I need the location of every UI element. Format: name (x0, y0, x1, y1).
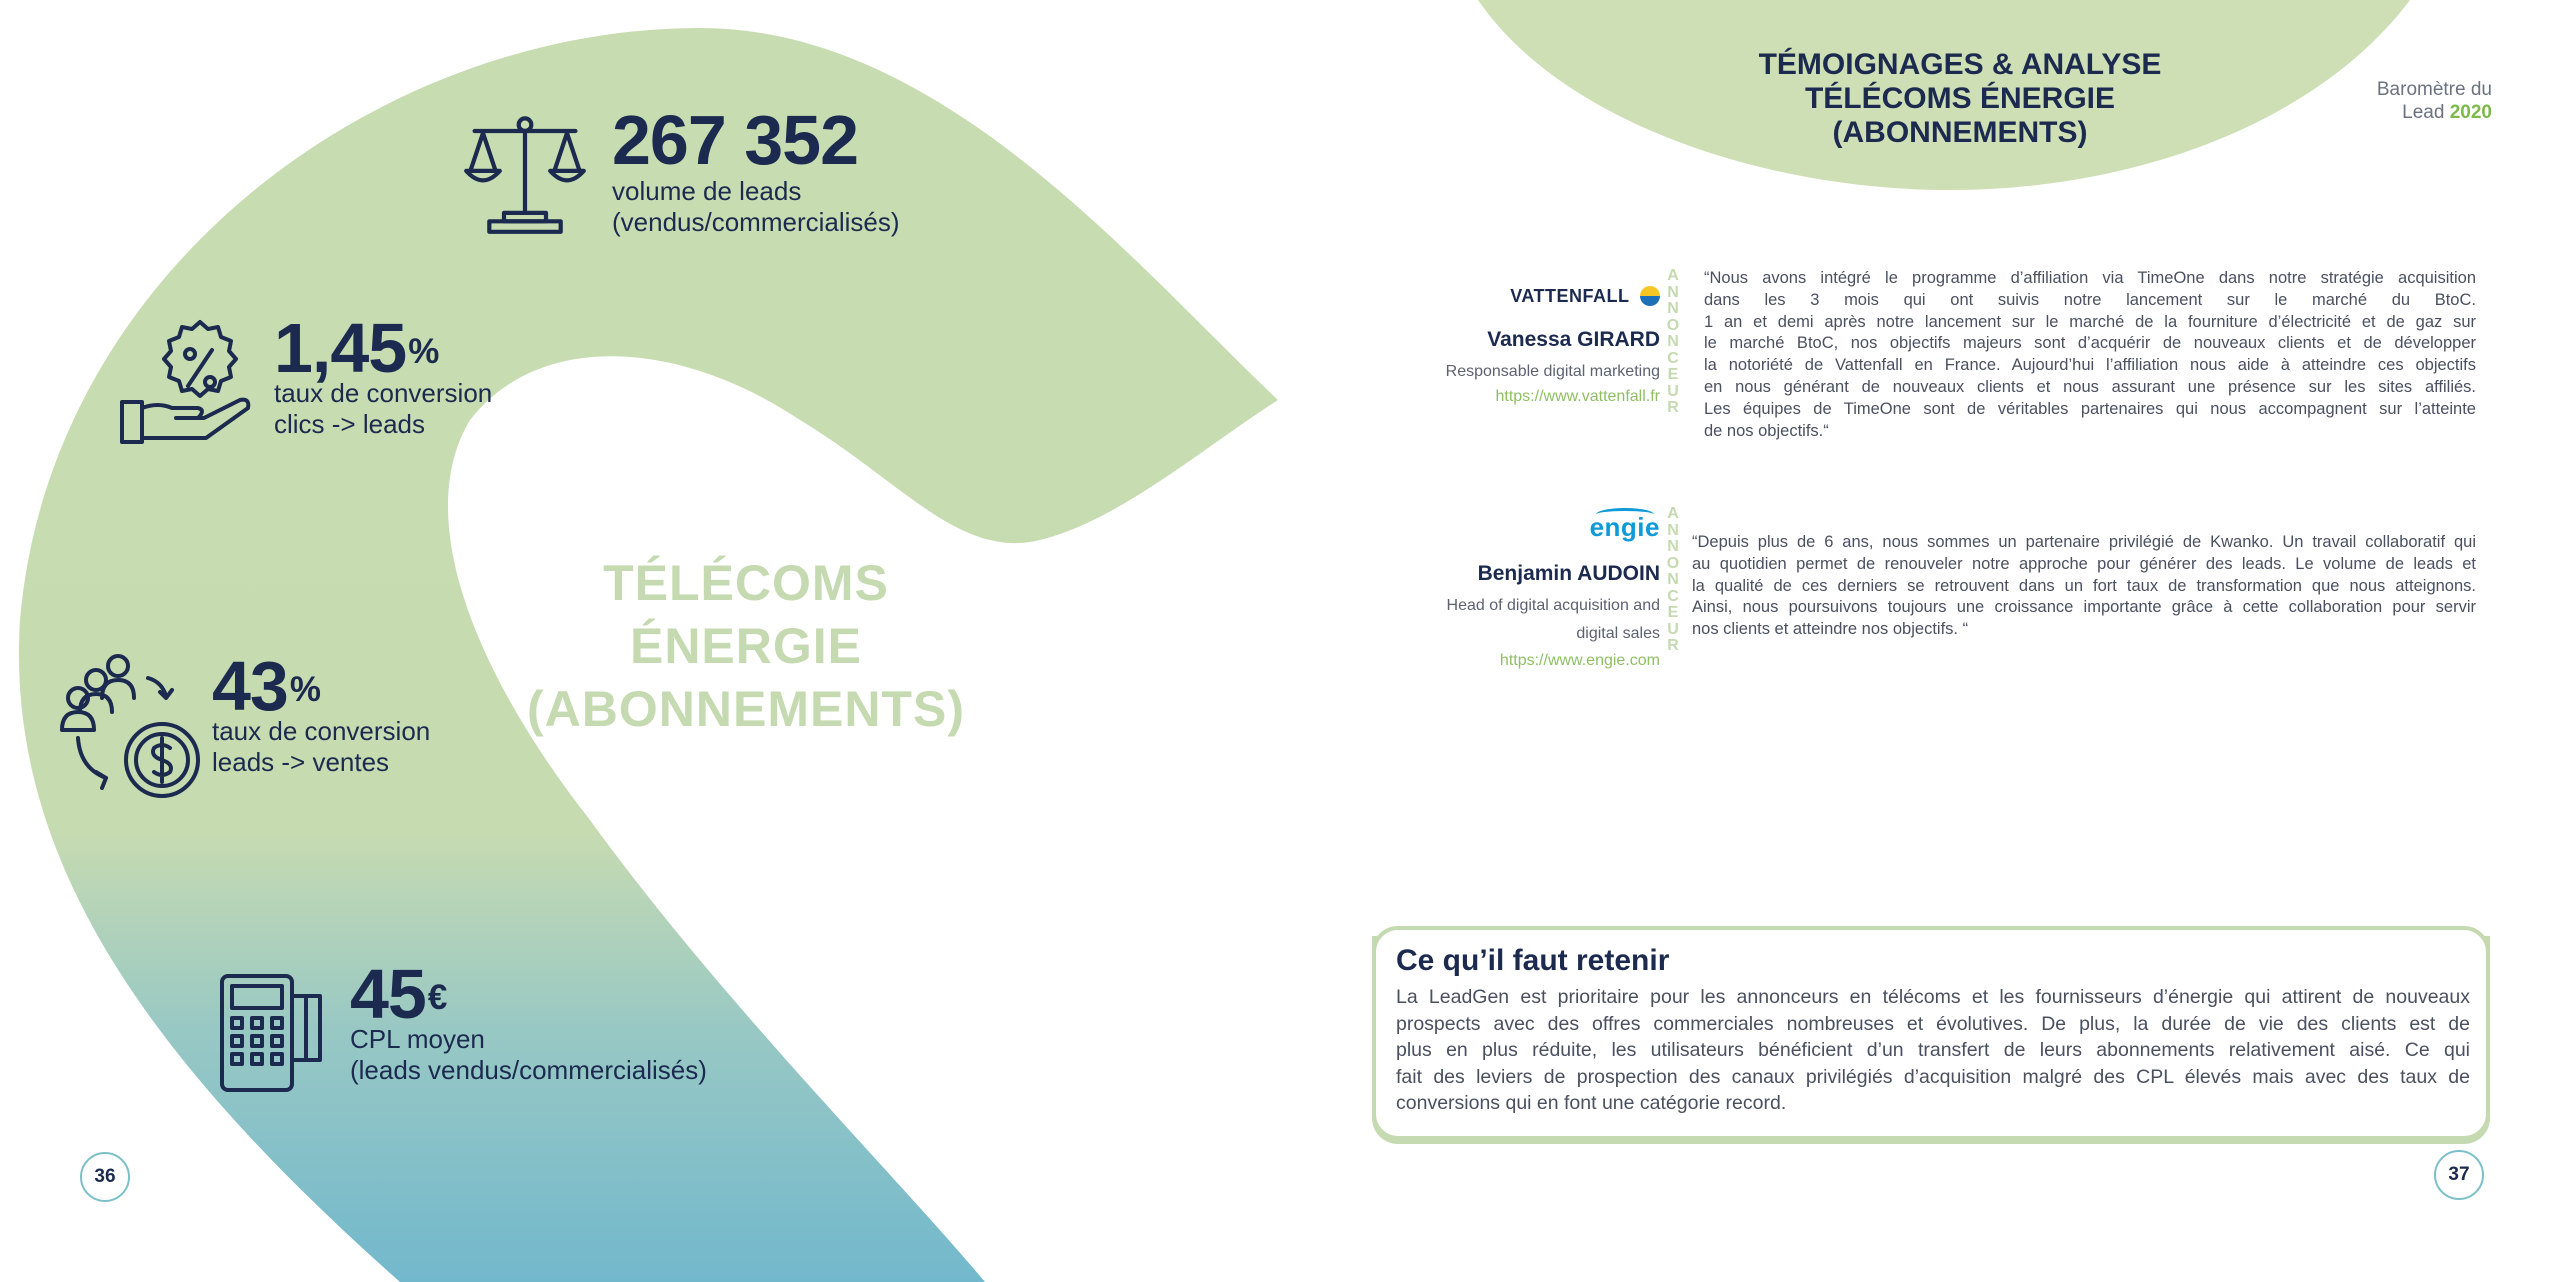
vertical-letter: N (1667, 333, 1679, 350)
testimonial-url[interactable]: https://www.engie.com (1499, 652, 1660, 669)
testimonial-role: Responsable digital marketing (1445, 363, 1660, 380)
text-line: la notoriété de Vattenfall en France. Aujourd’hui l’affiliation nous aide à atteindre ces objectifs (1704, 356, 2476, 375)
text-line: “Nous avons intégré le programme d’affiliation via TimeOne dans notre stratégie acquisition (1704, 269, 2476, 287)
barometre-label: Baromètre du Lead 2020 (2376, 79, 2492, 123)
vattenfall-sun-icon (1640, 286, 1660, 306)
text-line: fait des leviers de prospection des canaux privilégiés d’acquisition malgré des CPL élevés mais avec des taux de (1396, 1065, 2470, 1088)
retenir-text (1396, 984, 2470, 1117)
vertical-letter: N (1667, 571, 1679, 588)
text-line: la qualité de ces derniers se retrouvent dans un fort taux de transformation que nous atteignons. (1692, 576, 2476, 595)
vertical-letter: C (1667, 349, 1679, 367)
text-line: prospects avec des offres commerciales nombreuses et évolutives. De plus, la durée de vie des clients est de (1396, 1012, 2470, 1035)
text-line: Les équipes de TimeOne sont de véritables partenaires qui nous accompagnent sur l’atteinte (1704, 399, 2476, 418)
vertical-letter: N (1667, 283, 1679, 301)
retenir-title: Ce qu’il faut retenir (1396, 944, 1670, 977)
vertical-letter: O (1666, 316, 1680, 334)
stat-sales-conversion-label: taux de conversion leads -> ventes (212, 716, 431, 777)
testimonial-quote (1692, 532, 2476, 641)
scale-icon (462, 110, 588, 236)
testimonial-role: Head of digital acquisition and digital sales (1446, 597, 1660, 642)
section-title: TÉLÉCOMS ÉNERGIE (ABONNEMENTS) (527, 555, 965, 737)
text-line: “Depuis plus de 6 ans, nous sommes un partenaire privilégié de Kwanko. Un travail collaboratif qui (1692, 533, 2476, 551)
text-line: dans les 3 mois qui ont suivis notre lancement sur le marché du BtoC. (1704, 290, 2476, 309)
vertical-letter: N (1667, 538, 1679, 555)
vertical-letter: E (1667, 604, 1679, 621)
vertical-letter: C (1667, 587, 1679, 605)
page-number-left: 36 (80, 1152, 130, 1202)
testimonial-quote (1704, 268, 2476, 442)
vertical-letter: U (1667, 620, 1679, 638)
engie-logo (1460, 512, 1660, 543)
text-line: plus en plus réduite, les utilisateurs bénéficient d’un transfert de leurs abonnements relativement aisé. Ce qui (1396, 1039, 2470, 1061)
stat-cpl-value: 45€ (350, 955, 447, 1033)
vertical-letter: E (1667, 366, 1679, 383)
retenir-box (1372, 926, 2490, 1140)
annonceur-vertical-label (1664, 268, 1682, 417)
stat-click-conversion-label: taux de conversion clics -> leads (274, 378, 493, 439)
text-line: conversions qui en font une catégorie record. (1396, 1092, 1787, 1114)
stat-cpl-label: CPL moyen (leads vendus/commercialisés) (350, 1024, 707, 1085)
vertical-letter: R (1667, 399, 1679, 416)
text-line: La LeadGen est prioritaire pour les annonceurs en télécoms et les fournisseurs d’énergie qui attirent de nouveaux (1396, 986, 2470, 1008)
people-dollar-icon (56, 652, 206, 802)
text-line: de nos objectifs.“ (1704, 421, 1829, 440)
engie-arc-icon: engie (1590, 512, 1660, 543)
vertical-letter: O (1666, 554, 1680, 572)
vattenfall-logo: VATTENFALL (1460, 286, 1660, 307)
stat-leads-volume-label: volume de leads (vendus/commercialisés) (612, 176, 900, 237)
vertical-letter: U (1667, 382, 1679, 400)
testimonial-name: Benjamin AUDOIN (1477, 562, 1660, 585)
vertical-letter: A (1667, 267, 1679, 284)
stat-sales-conversion-value: 43% (212, 647, 320, 725)
card-terminal-icon (218, 972, 328, 1094)
testimonial-name: Vanessa GIRARD (1487, 328, 1660, 351)
text-line: nos clients et atteindre nos objectifs. “ (1692, 620, 1969, 639)
page-header-title: TÉMOIGNAGES & ANALYSE TÉLÉCOMS ÉNERGIE (ABONNEMENTS) (1758, 48, 2162, 149)
vertical-letter: N (1667, 521, 1679, 539)
text-line: 1 an et demi après notre lancement sur le marché de la fourniture d’électricité et de gaz sur (1704, 312, 2476, 331)
percent-hand-icon (118, 312, 258, 452)
text-line: le marché BtoC, nos objectifs majeurs sont d’acquérir de nouveaux clients et de développer (1704, 334, 2476, 353)
text-line: Ainsi, nous poursuivons toujours une croissance importante grâce à cette collaboration pour servir (1692, 598, 2476, 617)
vertical-letter: R (1667, 637, 1679, 654)
page-number-right: 37 (2434, 1150, 2484, 1200)
text-line: en nous générant de nouveaux clients et nous assurant une présence sur les sites affiliés. (1704, 377, 2476, 396)
annonceur-vertical-label (1664, 506, 1682, 655)
stat-leads-volume-value: 267 352 (612, 101, 859, 179)
stat-click-conversion-value: 1,45% (274, 309, 439, 387)
vertical-letter: A (1667, 505, 1679, 522)
testimonial-url[interactable]: https://www.vattenfall.fr (1495, 388, 1660, 405)
text-line: au quotidien permet de renouveler notre approche pour générer des leads. Le volume de leads et (1692, 554, 2476, 573)
vertical-letter: N (1667, 300, 1679, 317)
